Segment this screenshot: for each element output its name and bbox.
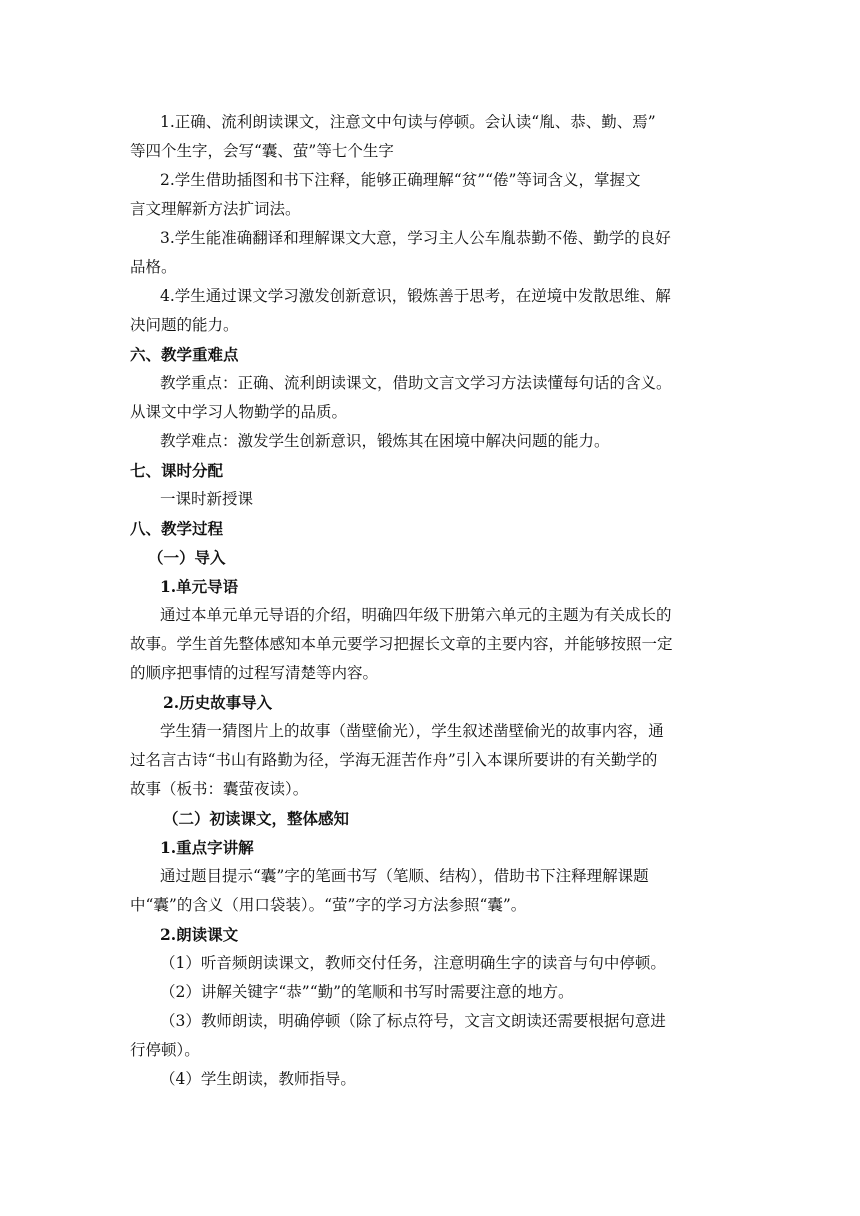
reading-step-3-line-1: （3）教师朗读，明确停顿（除了标点符号，文言文朗读还需要根据句意进 [160, 1012, 666, 1030]
part-1-item-1-body [130, 601, 730, 688]
part-1-item-1-line-3: 的顺序把事情的过程写清楚等内容。 [130, 664, 379, 682]
part-1-heading: （一）导入 [148, 548, 226, 567]
reading-step-3-line-2: 行停顿）。 [130, 1041, 200, 1059]
reading-step-1: （1）听音频朗读课文，教师交付任务，注意明确生字的读音与句中停顿。 [160, 954, 666, 972]
key-points-line-2: 从课文中学习人物勤学的品质。 [130, 403, 348, 421]
objective-1 [130, 108, 730, 166]
objective-2 [130, 166, 730, 224]
objective-3-line-2: 品格。 [130, 258, 177, 276]
objective-4-line-1: 4.学生通过课文学习激发创新意识，锻炼善于思考，在逆境中发散思维、解 [160, 287, 671, 305]
reading-step-3 [130, 1007, 730, 1065]
part-2-item-1-heading: 1.重点字讲解 [160, 838, 254, 857]
objective-2-line-1: 2.学生借助插图和书下注释，能够正确理解“贫”“倦”等词含义，掌握文 [160, 171, 641, 189]
key-points-line-1: 教学重点：正确、流利朗读课文，借助文言文学习方法读懂每句话的含义。 [160, 374, 672, 392]
objective-3-line-1: 3.学生能准确翻译和理解课文大意，学习主人公车胤恭勤不倦、勤学的良好 [160, 229, 671, 247]
part-1-item-2-line-1: 学生猜一猜图片上的故事（凿壁偷光），学生叙述凿壁偷光的故事内容，通 [160, 722, 664, 740]
section-6-heading: 六、教学重难点 [130, 345, 239, 364]
part-2-item-1-body [130, 862, 730, 920]
part-2-item-2-heading: 2.朗读课文 [160, 925, 239, 944]
part-1-item-2-line-2: 过名言古诗“书山有路勤为径，学海无涯苦作舟”引入本课所要讲的有关勤学的 [130, 751, 658, 769]
part-1-item-1-line-1: 通过本单元单元导语的介绍，明确四年级下册第六单元的主题为有关成长的 [160, 606, 672, 624]
section-7-text: 一课时新授课 [160, 490, 254, 508]
reading-step-4: （4）学生朗读，教师指导。 [160, 1070, 356, 1088]
part-2-item-1-line-1: 通过题目提示“囊”字的笔画书写（笔顺、结构），借助书下注释理解课题 [160, 867, 649, 885]
objective-1-line-1: 1.正确、流利朗读课文，注意文中句读与停顿。会认读“胤、恭、勤、焉” [160, 113, 656, 131]
part-2-heading: （二）初读课文，整体感知 [163, 809, 350, 828]
objective-4 [130, 282, 730, 340]
part-1-item-2-line-3: 故事（板书：囊萤夜读）。 [130, 780, 309, 798]
part-1-item-2-heading: 2.历史故事导入 [163, 693, 273, 712]
part-1-item-1-heading: 1.单元导语 [160, 577, 239, 596]
objective-3 [130, 224, 730, 282]
section-7-heading: 七、课时分配 [130, 461, 224, 480]
objective-1-line-2: 等四个生字，会写“囊、萤”等七个生字 [130, 142, 394, 160]
key-points [130, 369, 730, 427]
section-8-heading: 八、教学过程 [130, 519, 224, 538]
reading-step-2: （2）讲解关键字“恭”“勤”的笔顺和书写时需要注意的地方。 [160, 983, 574, 1001]
difficulty: 教学难点：激发学生创新意识，锻炼其在困境中解决问题的能力。 [160, 432, 610, 450]
part-1-item-2-body [130, 717, 730, 804]
part-2-item-1-line-2: 中“囊”的含义（用口袋装）。“萤”字的学习方法参照“囊”。 [130, 896, 527, 914]
objective-2-line-2: 言文理解新方法扩词法。 [130, 200, 301, 218]
objective-4-line-2: 决问题的能力。 [130, 316, 239, 334]
part-1-item-1-line-2: 故事。学生首先整体感知本单元要学习把握长文章的主要内容，并能够按照一定 [130, 635, 673, 653]
